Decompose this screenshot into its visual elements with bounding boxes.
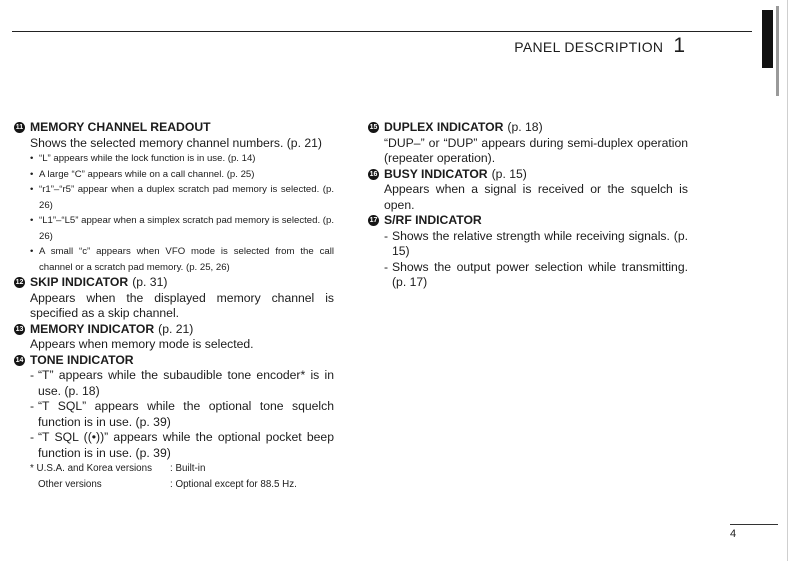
header-rule: [12, 31, 752, 32]
right-column: [368, 120, 688, 291]
entry-title: BUSY INDICATOR: [384, 166, 488, 181]
srf-indicator-section: [368, 213, 688, 291]
list-item: - Shows the output power selection while transmitting. (p. 17): [384, 260, 688, 291]
page-number-rule: [730, 524, 778, 525]
memory-channel-readout-section: [14, 120, 334, 275]
entry-description: Appears when the displayed memory channel is specified as a skip channel.: [30, 290, 334, 320]
page-header: [514, 34, 685, 58]
bullet-list: [14, 151, 334, 275]
list-item: - “T” appears while the subaudible tone encoder* is in use. (p. 18): [30, 368, 334, 399]
duplex-indicator-section: [368, 120, 688, 167]
circled-number: 16: [368, 169, 379, 180]
entry-title: MEMORY INDICATOR: [30, 321, 155, 336]
footnote-value: : Optional except for 88.5 Hz.: [170, 479, 297, 490]
list-item: - “T SQL” appears while the optional tone squelch function is in use. (p. 39): [30, 399, 334, 430]
list-item: - “T SQL ((•))” appears while the optional pocket beep function is in use. (p. 39): [30, 430, 334, 461]
entry-heading: [14, 275, 334, 291]
entry-title: TONE INDICATOR: [30, 352, 134, 367]
page-reference: (p. 15): [491, 166, 527, 181]
circled-number: 15: [368, 122, 379, 133]
entry-title: SKIP INDICATOR: [30, 275, 129, 289]
entry-heading: [368, 120, 688, 136]
circled-number: 12: [14, 277, 25, 288]
entry-title: MEMORY CHANNEL READOUT: [30, 120, 211, 134]
dash-list: [368, 229, 688, 291]
memory-indicator-section: [14, 322, 334, 353]
list-item: • “r1”–“r5” appear when a duplex scratch pad memory is selected. (p. 26): [30, 182, 334, 213]
tone-indicator-section: [14, 353, 334, 494]
list-item: • A large “C” appears while on a call channel. (p. 25): [30, 167, 334, 183]
page-edge-line: [787, 0, 788, 561]
circled-number: 14: [14, 355, 25, 366]
entry-heading: [14, 322, 334, 338]
entry-description: Appears when a signal is received or the squelch is open.: [384, 182, 688, 212]
footnote-label: Other versions: [38, 479, 102, 490]
entry-heading: [368, 167, 688, 183]
entry-title: S/RF INDICATOR: [384, 213, 482, 227]
page-reference: (p. 21): [158, 321, 194, 336]
footnote-value: : Built-in: [170, 463, 206, 474]
footnote-row: [30, 461, 334, 477]
page-reference: (p. 18): [507, 120, 543, 134]
entry-description: “DUP–” or “DUP” appears during semi-duplex operation (repeater operation).: [384, 135, 688, 165]
section-title: PANEL DESCRIPTION: [514, 39, 664, 55]
page-reference: (p. 31): [132, 275, 168, 289]
list-item: • “L1”–“L5” appear when a simplex scratch pad memory is selected. (p. 26): [30, 213, 334, 244]
footnote-row: [30, 477, 334, 493]
dash-list: [14, 368, 334, 461]
list-item: • A small “c” appears when VFO mode is selected from the call channel or a scratch pad memory. (p. 25, 26): [30, 244, 334, 275]
page-edge-shadow: [776, 6, 779, 96]
footnote-label: * U.S.A. and Korea versions: [30, 463, 152, 474]
list-item: • “L” appears while the lock function is in use. (p. 14): [30, 151, 334, 167]
circled-number: 11: [14, 122, 25, 133]
circled-number: 17: [368, 215, 379, 226]
footnote: [30, 461, 334, 493]
entry-heading: [368, 213, 688, 229]
chapter-tab-marker: [762, 10, 773, 68]
circled-number: 13: [14, 324, 25, 335]
list-item: - Shows the relative strength while receiving signals. (p. 15): [384, 229, 688, 260]
page-number: 4: [730, 528, 737, 540]
entry-heading: [14, 120, 334, 136]
entry-heading: [14, 353, 334, 369]
left-column: [14, 120, 334, 493]
entry-description: Shows the selected memory channel numbers. (p. 21): [30, 135, 322, 150]
busy-indicator-section: [368, 167, 688, 214]
entry-description: Appears when memory mode is selected.: [30, 337, 254, 351]
entry-title: DUPLEX INDICATOR: [384, 120, 504, 134]
chapter-number: 1: [673, 34, 685, 57]
skip-indicator-section: [14, 275, 334, 322]
